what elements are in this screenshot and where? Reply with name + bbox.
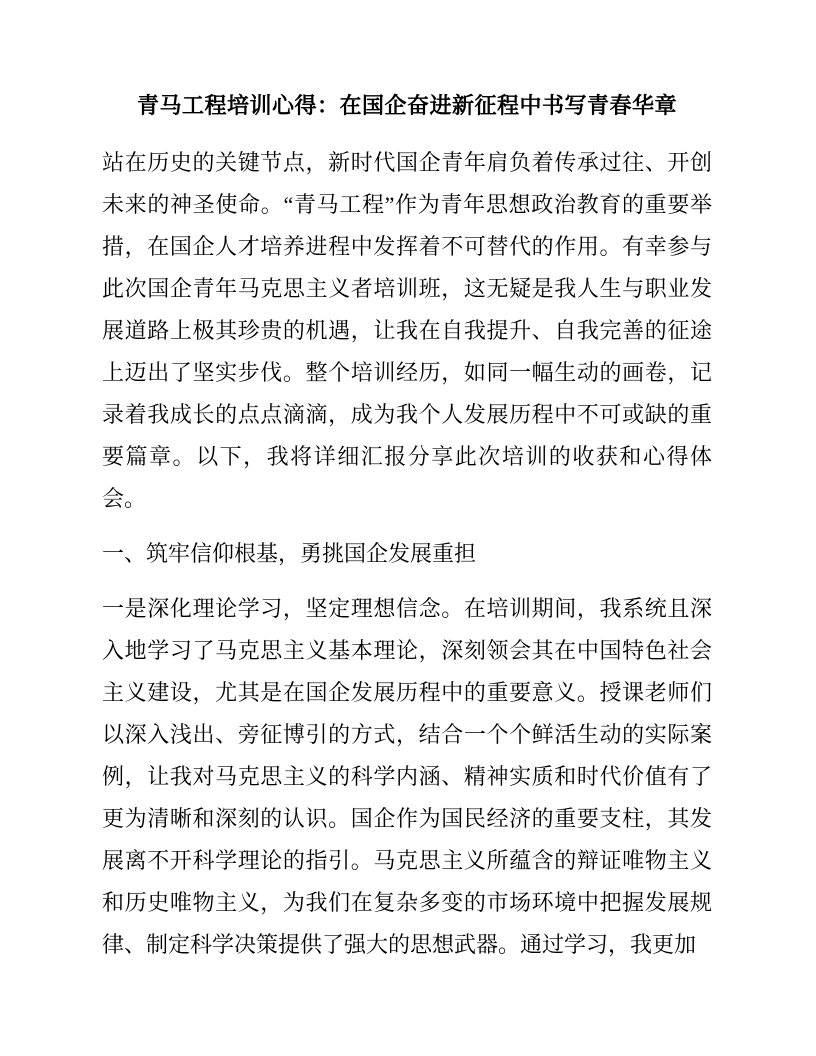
paragraph-section-1: 一是深化理论学习，坚定理想信念。在培训期间，我系统且深入地学习了马克思主义基本理论，深刻领会其在中国特色社会主义建设，尤其是在国企发展历程中的重要意义。授课老师们以深入浅出、旁征博引的方式，结合一个个鲜活生动的实际案例，让我对马克思主义的科学内涵、精神实质和时代价值有了更为清晰和深刻的认识。国企作为国民经济的重要支柱，其发展离不开科学理论的指引。马克思主义所蕴含的辩证唯物主义和历史唯物主义，为我们在复杂多变的市场环境中把握发展规律、制定科学决策提供了强大的思想武器。通过学习，我更加 — [102, 596, 712, 957]
section-heading-1: 一、筑牢信仰根基，勇挑国企发展重担 — [102, 541, 477, 566]
document-title: 青马工程培训心得：在国企奋进新征程中书写青春华章 — [136, 93, 677, 118]
paragraph-intro: 站在历史的关键节点，新时代国企青年肩负着传承过往、开创未来的神圣使命。“青马工程”作为青年思想政治教育的重要举措，在国企人才培养进程中发挥着不可替代的作用。有幸参与此次国企青年马克思主义者培训班，这无疑是我人生与职业发展道路上极其珍贵的机遇，让我在自我提升、自我完善的征途上迈出了坚实步伐。整个培训经历，如同一幅生动的画卷，记录着我成长的点点滴滴，成为我个人发展历程中不可或缺的重要篇章。以下，我将详细汇报分享此次培训的收获和心得体会。 — [102, 150, 712, 511]
